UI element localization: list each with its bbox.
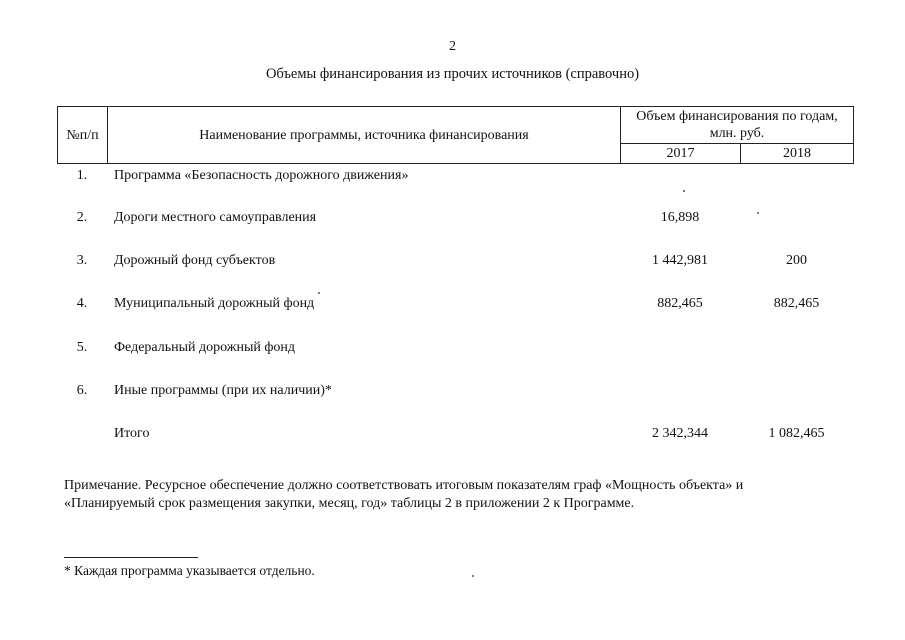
total-label: Итого [114,426,150,441]
page-number: 2 [449,39,456,54]
row-name: Программа «Безопасность дорожного движения» [114,168,409,183]
scan-speck [683,190,685,192]
row-name: Иные программы (при их наличии)* [114,383,332,398]
footnote: * Каждая программа указывается отдельно. [64,563,315,578]
total-value-2018: 1 082,465 [768,426,825,441]
row-value-2017: 16,898 [660,210,700,225]
document-title: Объемы финансирования из прочих источников (справочно) [265,66,640,82]
row-value-2017: 1 442,981 [652,253,708,268]
header-year-2017: 2017 [621,144,741,164]
row-number: 5. [76,340,88,355]
footnote-divider [64,557,198,558]
scan-speck [472,575,474,577]
row-number: 4. [76,296,88,311]
table-row [0,294,905,314]
row-number: 1. [76,168,88,183]
row-number: 3. [76,253,88,268]
header-year-2018: 2018 [741,144,854,164]
row-number: 2. [76,210,88,225]
row-name: Дороги местного самоуправления [114,210,317,225]
row-value-2017: 882,465 [657,296,703,311]
note-line-2: «Планируемый срок размещения закупки, месяц, год» таблицы 2 в приложении 2 к Программе. [64,496,635,511]
row-value-2018: 882,465 [773,296,820,311]
table-row [0,251,905,271]
row-name: Федеральный дорожный фонд [114,340,296,355]
note-paragraph [64,477,844,513]
table-row [0,166,905,186]
row-name: Дорожный фонд субъектов [114,253,276,268]
note-line-1: Примечание. Ресурсное обеспечение должно соответствовать итоговым показателям граф «Мощность объекта» и [64,478,744,493]
table-row [0,208,905,228]
header-number: №п/п [58,107,108,164]
table-total-row [0,424,905,444]
header-volume: Объем финансирования по годам, млн. руб. [621,107,854,144]
scan-speck [757,212,759,214]
row-value-2018: 200 [786,253,807,268]
table-row [0,338,905,358]
row-number: 6. [76,383,88,398]
scan-speck [318,292,320,294]
table-row [0,381,905,401]
total-value-2017: 2 342,344 [652,426,708,441]
row-name: Муниципальный дорожный фонд [114,296,315,311]
header-name: Наименование программы, источника финансирования [108,107,621,164]
table-header [57,106,854,164]
